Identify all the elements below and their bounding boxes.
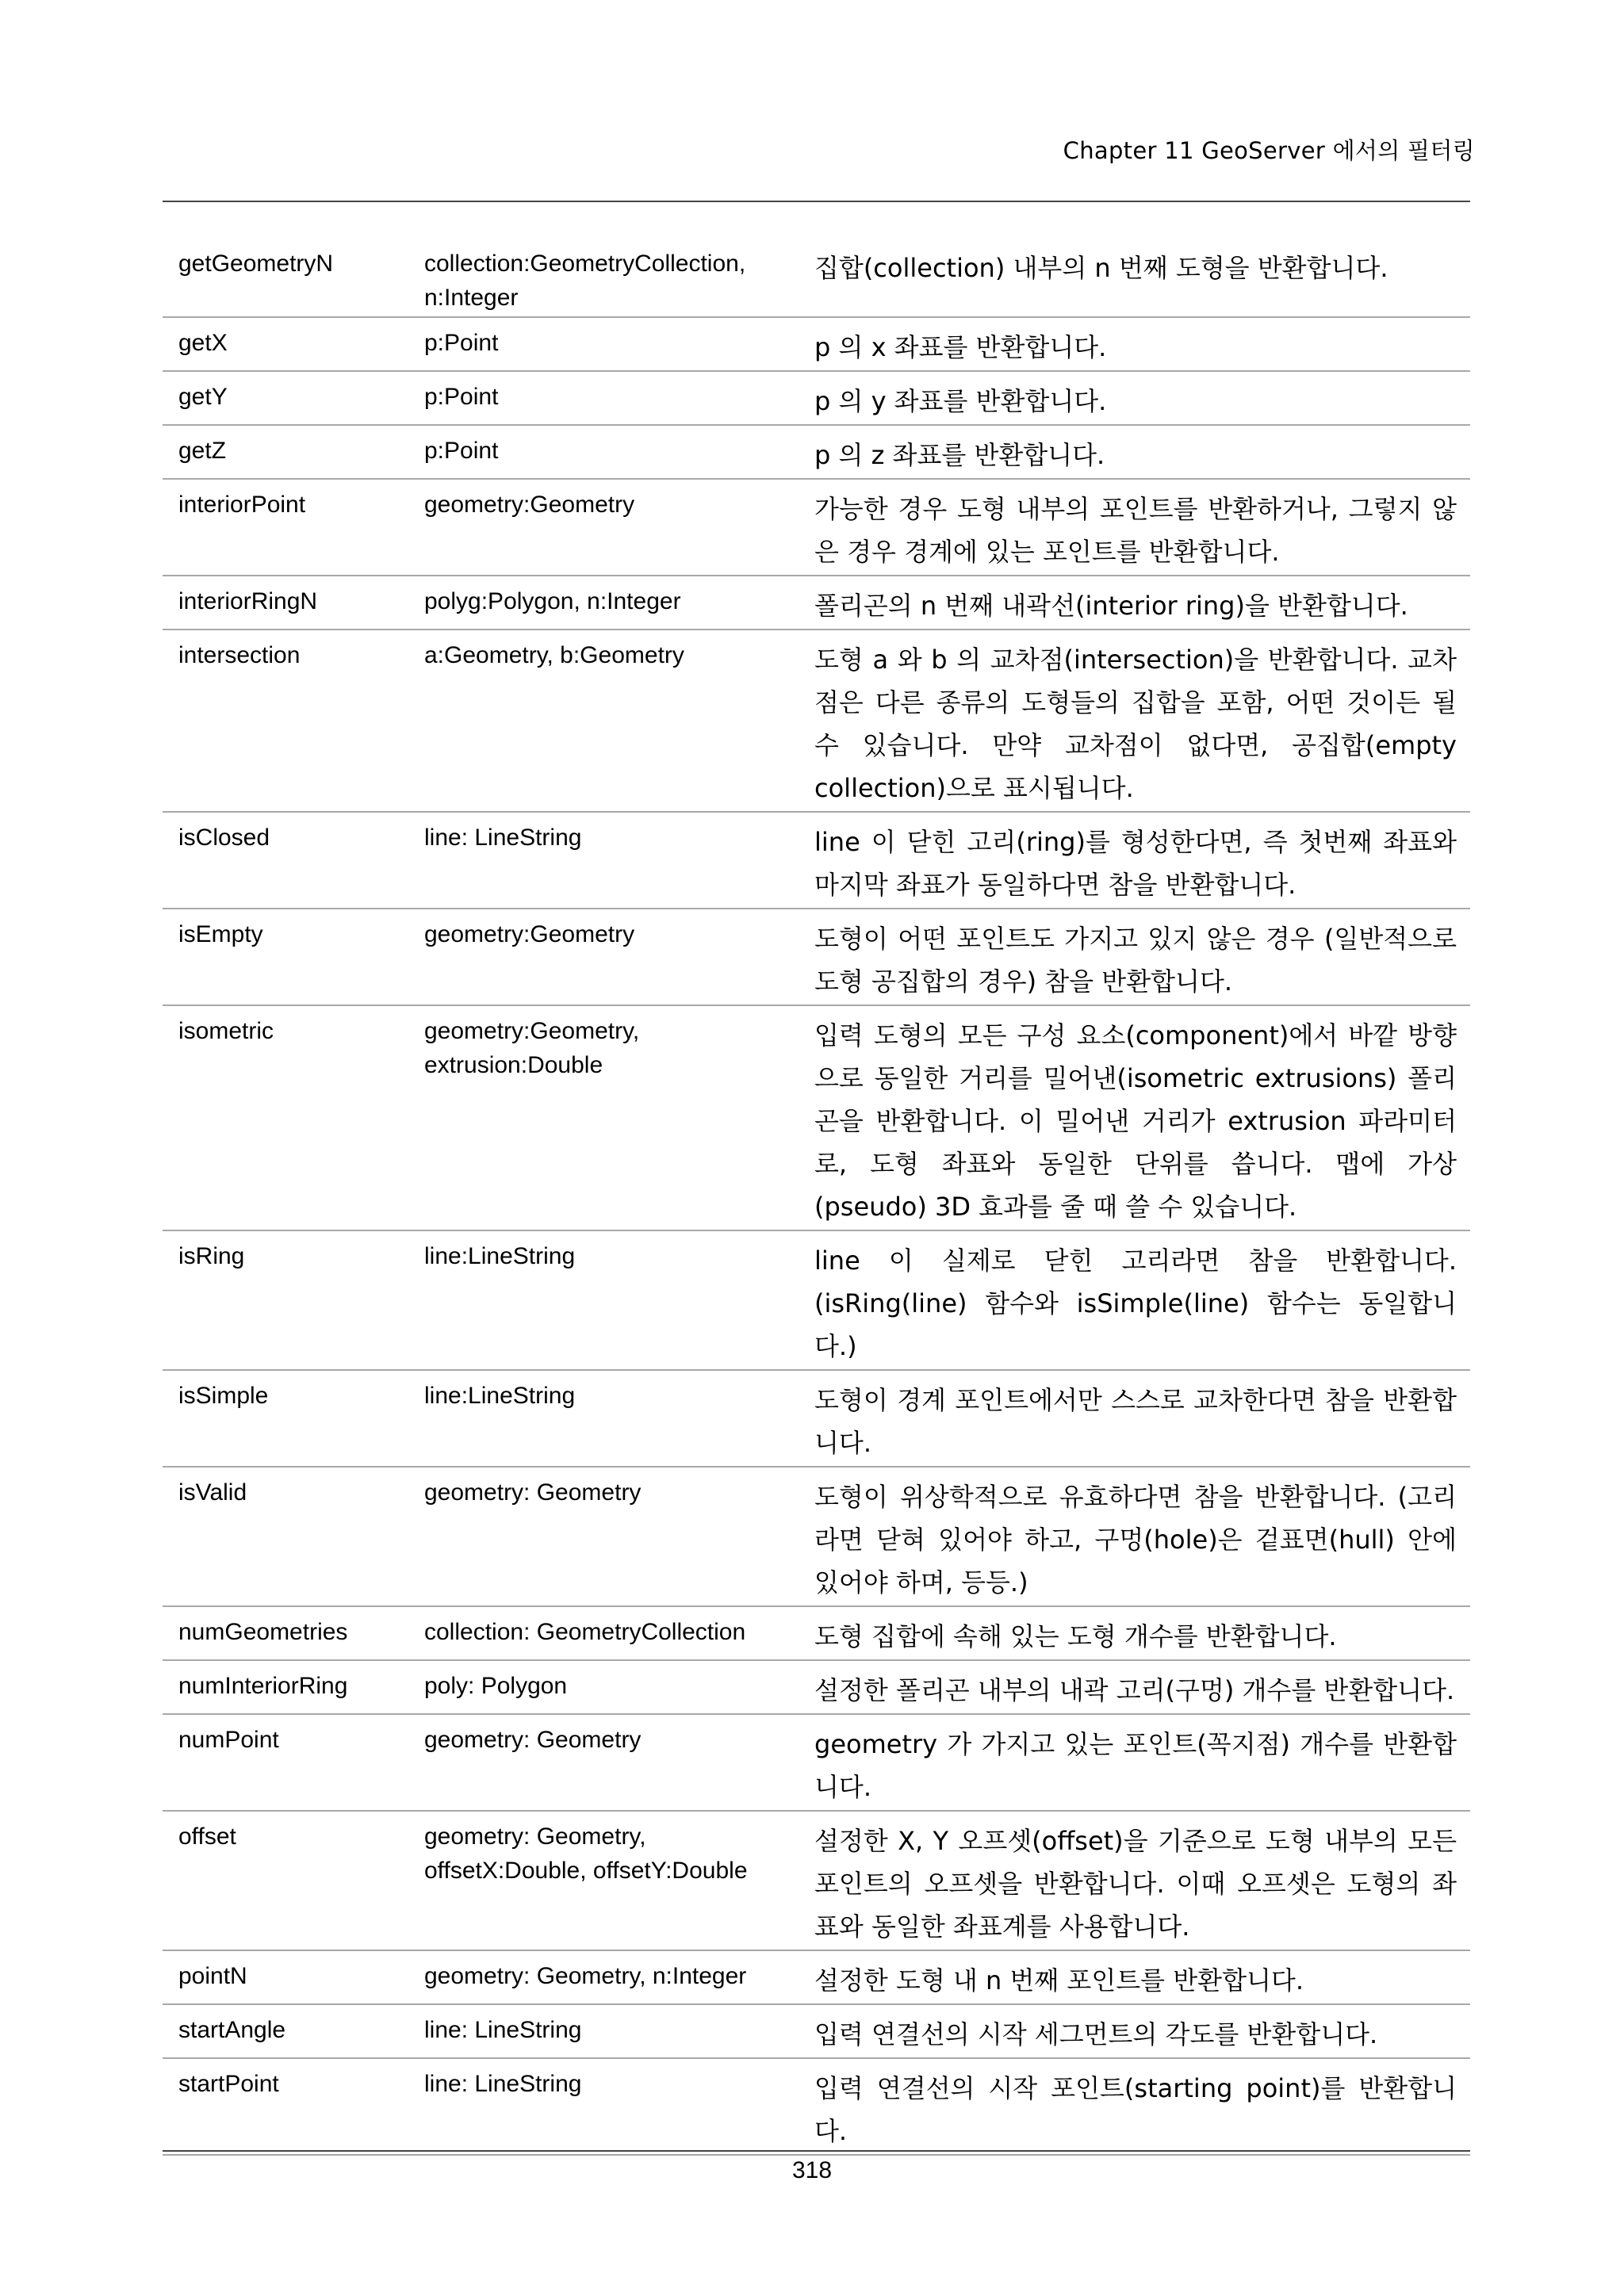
function-description: line 이 실제로 닫힌 고리라면 참을 반환합니다. (isRing(line) 함수와 isSimple(line) 함수는 동일합니다.) (814, 1246, 1457, 1361)
table-row (163, 1812, 1470, 1951)
function-arguments: geometry: Geometry, offsetX:Double, offsetY:Double (424, 1823, 748, 1884)
table-row (163, 1006, 1470, 1231)
function-arguments: p:Point (424, 384, 499, 410)
function-description: 입력 도형의 모든 구성 요소(component)에서 바깥 방향으로 동일한 거리를 밀어낸(isometric extrusions) 폴리곤을 반환합니다. 이 밀어낸 거리가 extrusion 파라미터로, 도형 좌표와 동일한 단위를 씁니다. 맵에 가상(pseudo) 3D 효과를 줄 때 쓸 수 있습니다. (814, 1020, 1457, 1222)
function-name: numGeometries (178, 1619, 348, 1645)
function-name: numPoint (178, 1727, 279, 1753)
function-description: p 의 z 좌표를 반환합니다. (814, 440, 1105, 470)
function-name: interiorRingN (178, 588, 318, 614)
function-name: getX (178, 330, 228, 356)
table-row (163, 426, 1470, 480)
function-description: 도형 집합에 속해 있는 도형 개수를 반환합니다. (814, 1621, 1337, 1651)
function-name: isSimple (178, 1383, 269, 1409)
function-description: 집합(collection) 내부의 n 번째 도형을 반환합니다. (814, 253, 1388, 283)
function-description: 도형이 경계 포인트에서만 스스로 교차한다면 참을 반환합니다. (814, 1385, 1457, 1458)
function-arguments: line: LineString (424, 2017, 582, 2043)
function-description: 입력 연결선의 시작 세그먼트의 각도를 반환합니다. (814, 2019, 1378, 2049)
function-arguments: collection: GeometryCollection (424, 1619, 746, 1645)
header-divider (163, 201, 1470, 202)
table-row (163, 1607, 1470, 1661)
function-arguments: geometry:Geometry (424, 921, 635, 947)
table-row (163, 2005, 1470, 2059)
function-name: isRing (178, 1243, 245, 1269)
table-row (163, 909, 1470, 1006)
function-arguments: p:Point (424, 438, 499, 464)
function-description: 도형이 위상학적으로 유효하다면 참을 반환합니다. (고리라면 닫혀 있어야 하고, 구멍(hole)은 겉표면(hull) 안에 있어야 하며, 등등.) (814, 1482, 1457, 1598)
table-row (163, 318, 1470, 372)
table-row (163, 1468, 1470, 1607)
function-description: geometry 가 가지고 있는 포인트(꼭지점) 개수를 반환합니다. (814, 1729, 1457, 1802)
function-arguments: line:LineString (424, 1383, 576, 1409)
function-description: 도형 a 와 b 의 교차점(intersection)을 반환합니다. 교차점은 다른 종류의 도형들의 집합을 포함, 어떤 것이든 될 수 있습니다. 만약 교차점이 없다면, 공집합(empty collection)으로 표시됩니다. (814, 645, 1457, 803)
function-name: startAngle (178, 2017, 286, 2043)
function-arguments: geometry:Geometry, extrusion:Double (424, 1018, 640, 1078)
function-name: getGeometryN (178, 251, 334, 277)
function-description: 입력 연결선의 시작 포인트(starting point)를 반환합니다. (814, 2073, 1457, 2146)
function-arguments: line: LineString (424, 2071, 582, 2097)
function-name: getY (178, 384, 228, 410)
table-row (163, 576, 1470, 630)
function-description: 도형이 어떤 포인트도 가지고 있지 않은 경우 (일반적으로 도형 공집합의 경우) 참을 반환합니다. (814, 924, 1457, 997)
function-name: offset (178, 1823, 236, 1850)
table-row (163, 1661, 1470, 1715)
function-name: pointN (178, 1963, 247, 1989)
function-name: isValid (178, 1479, 247, 1506)
table-row (163, 1371, 1470, 1468)
table-row (163, 813, 1470, 909)
function-name: numInteriorRing (178, 1673, 348, 1699)
function-description: 설정한 X, Y 오프셋(offset)을 기준으로 도형 내부의 모든 포인트의 오프셋을 반환합니다. 이때 오프셋은 도형의 좌표와 동일한 좌표계를 사용합니다. (814, 1826, 1457, 1942)
function-arguments: geometry: Geometry (424, 1479, 642, 1506)
function-arguments: geometry: Geometry, n:Integer (424, 1963, 747, 1989)
function-table (163, 239, 1470, 2156)
function-description: p 의 x 좌표를 반환합니다. (814, 332, 1107, 362)
function-name: intersection (178, 642, 301, 668)
table-row (163, 630, 1470, 813)
function-name: getZ (178, 438, 227, 464)
function-arguments: geometry:Geometry (424, 492, 635, 518)
function-description: 설정한 도형 내 n 번째 포인트를 반환합니다. (814, 1965, 1304, 1996)
table-row (163, 239, 1470, 318)
function-arguments: geometry: Geometry (424, 1727, 642, 1753)
chapter-header: Chapter 11 GeoServer 에서의 필터링 (1063, 137, 1475, 164)
function-name: isometric (178, 1018, 274, 1044)
function-arguments: line: LineString (424, 825, 582, 851)
function-description: 설정한 폴리곤 내부의 내곽 고리(구멍) 개수를 반환합니다. (814, 1675, 1455, 1705)
function-arguments: polyg:Polygon, n:Integer (424, 588, 681, 614)
function-description: line 이 닫힌 고리(ring)를 형성한다면, 즉 첫번째 좌표와 마지막 좌표가 동일하다면 참을 반환합니다. (814, 827, 1457, 900)
footer-divider (163, 2150, 1470, 2152)
table-row (163, 1715, 1470, 1812)
table-row (163, 1231, 1470, 1371)
function-name: interiorPoint (178, 492, 306, 518)
function-arguments: poly: Polygon (424, 1673, 568, 1699)
function-name: isEmpty (178, 921, 263, 947)
function-arguments: collection:GeometryCollection, n:Integer (424, 251, 746, 311)
function-name: startPoint (178, 2071, 279, 2097)
table-row (163, 1951, 1470, 2005)
table-row (163, 2059, 1470, 2156)
function-arguments: p:Point (424, 330, 499, 356)
function-arguments: line:LineString (424, 1243, 576, 1269)
function-description: p 의 y 좌표를 반환합니다. (814, 386, 1107, 416)
table-row (163, 372, 1470, 426)
function-description: 가능한 경우 도형 내부의 포인트를 반환하거나, 그렇지 않은 경우 경계에 있는 포인트를 반환합니다. (814, 494, 1457, 567)
function-arguments: a:Geometry, b:Geometry (424, 642, 684, 668)
table-row (163, 480, 1470, 576)
function-name: isClosed (178, 825, 270, 851)
page-number: 318 (791, 2157, 833, 2183)
function-description: 폴리곤의 n 번째 내곽선(interior ring)을 반환합니다. (814, 591, 1408, 621)
